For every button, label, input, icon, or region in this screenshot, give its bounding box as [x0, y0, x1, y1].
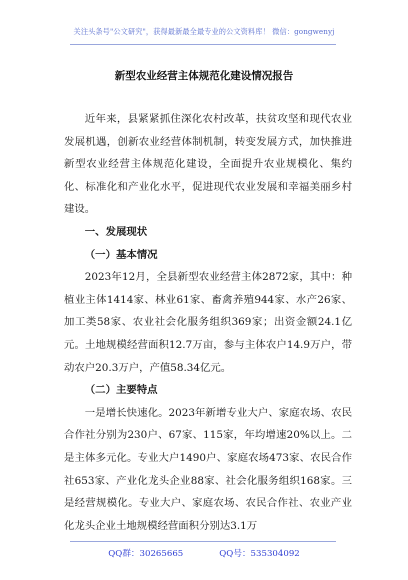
header-note: 关注头条号"公文研究"，获得最新最全最专业的公文资料库！ 微信：gongwenyj: [73, 27, 335, 36]
footer-qq-number: QQ号：535304092: [219, 549, 300, 559]
subsection-heading: （二）主要特点: [84, 384, 158, 397]
document-title: 新型农业经营主体规范化建设情况报告: [114, 70, 294, 82]
subsection-heading: （一）基本情况: [84, 248, 158, 261]
body-paragraph: 一是增长快速化。2023年新增专业大户、家庭农场、农民合作社分别为230户、67家、115家，年均增速20%以上。二是主体多元化。专业大户1490户、家庭农场473家、农民合作社653家、产业化龙头企业88家、社会化服务组织168家。三是经营规模化。专业大户、家庭农场、农民合作社、农业产业化龙头企业土地规模经营面积分别达3.1万: [64, 406, 352, 532]
document-body: [64, 108, 352, 537]
header-divider: [70, 44, 336, 45]
section-heading: 一、发展现状: [84, 225, 148, 238]
body-paragraph: 2023年12月，全县新型农业经营主体2872家，其中：种植业主体1414家、林业61家、畜禽养殖944家、水产26家、加工类58家、农业社会化服务组织369家；出资金额24.1亿元。土地规模经营面积12.7万亩，参与主体农户14.9万户，带动农户20.3万户，产值58.34亿元。: [64, 271, 352, 374]
footer: [0, 547, 408, 559]
body-paragraph: 近年来，县紧紧抓住深化农村改革，扶贫攻坚和现代农业发展机遇，创新农业经营体制机制，转变发展方式，加快推进新型农业经营主体规范化建设，全面提升农业规模化、集约化、标准化和产业化水平，促进现代农业发展和幸福美丽乡村建设。: [64, 113, 352, 216]
footer-divider: [70, 541, 336, 542]
footer-qq-group: QQ群：30265665: [108, 549, 184, 559]
